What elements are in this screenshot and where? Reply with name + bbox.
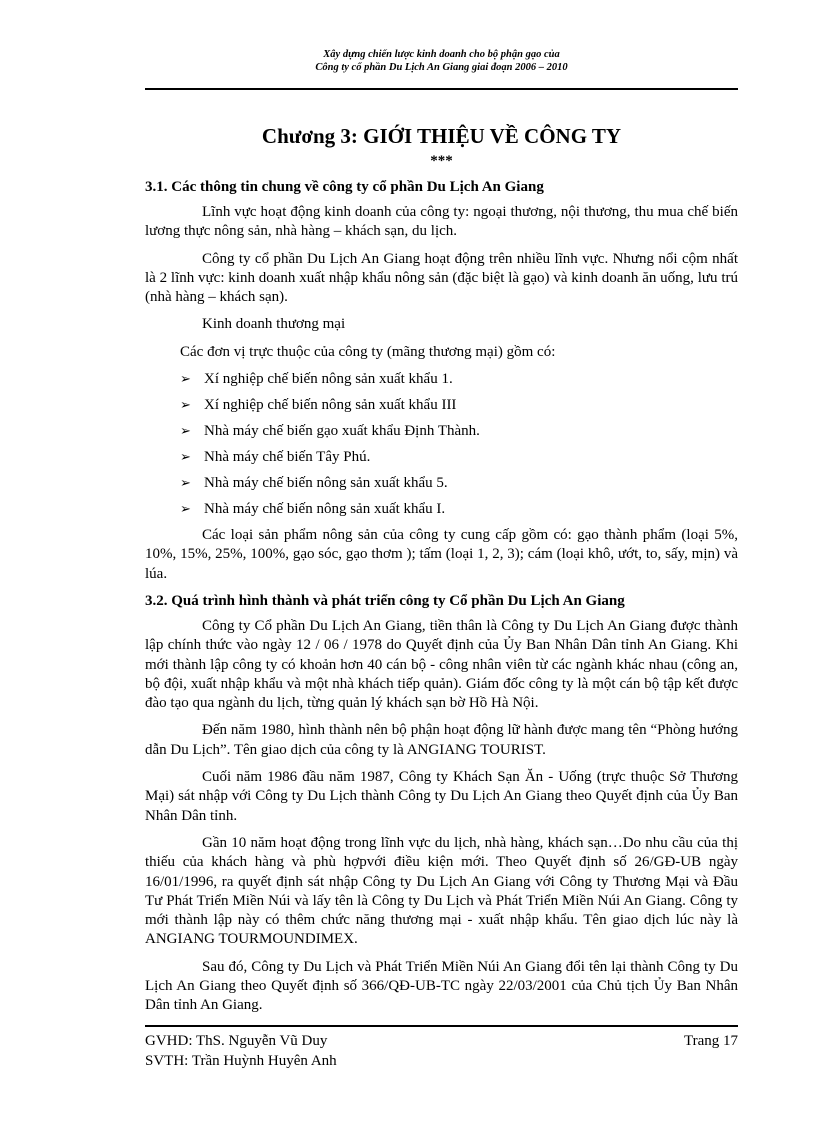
list-item [145,448,738,467]
paragraph: Kinh doanh thương mại [202,316,346,333]
list-item [145,370,738,389]
paragraph: Công ty Cổ phần Du Lịch An Giang, tiền thân là Công ty Du Lịch An Giang được thành lập chính thức vào ngày 12 / 06 / 1978 do Quyết định của Ủy Ban Nhân Dân tỉnh An Giang. Khi mới thành lập công ty có khoản hơn 40 cán bộ - công nhân viên từ các ngành khác nhau (công an, bộ đội, xuất nhập khẩu và một nhà khách tiếp quản). Giám đốc công ty là một cán bộ tập kết được đào tạo qua ngành du lịch, từng quản lý khách sạn bờ Hồ Hà Nội. [145,617,738,712]
paragraph: Đến năm 1980, hình thành nên bộ phận hoạt động lữ hành được mang tên “Phòng hướng dẫn Du Lịch”. Tên giao dịch của công ty là ANGIANG TOURIST. [145,722,738,758]
list-item-text: Nhà máy chế biến nông sản xuất khẩu 5. [204,475,448,492]
arrow-bullet-icon: ➢ [180,372,191,388]
page-body [145,122,738,1024]
header-line-1: Xây dựng chiến lược kinh doanh cho bộ phận gạo của [323,49,560,60]
page-number: Trang 17 [683,1033,738,1049]
list-item-text: Xí nghiệp chế biến nông sản xuất khẩu 1. [204,371,453,388]
running-header [145,48,738,74]
list-item-text: Nhà máy chế biến Tây Phú. [204,449,371,466]
advisor-label: GVHD: ThS. Nguyễn Vũ Duy [145,1033,328,1049]
header-line-2: Công ty cổ phần Du Lịch An Giang giai đoạn 2006 – 2010 [315,62,568,73]
arrow-bullet-icon: ➢ [180,398,191,414]
paragraph: Lĩnh vực hoạt động kinh doanh của công ty: ngoại thương, nội thương, thu mua chế biến lương thực nông sản, nhà hàng – khách sạn, du lịch. [145,204,738,240]
footer-divider [145,1025,738,1027]
header-divider [145,88,738,90]
list-item [145,474,738,493]
list-item [145,396,738,415]
running-footer [145,1031,738,1071]
list-item [145,500,738,519]
list-item-text: Nhà máy chế biến gạo xuất khẩu Định Thành. [204,423,480,440]
list-item-text: Xí nghiệp chế biến nông sản xuất khẩu III [204,397,457,414]
chapter-title: Chương 3: GIỚI THIỆU VỀ CÔNG TY [261,124,622,148]
arrow-bullet-icon: ➢ [180,476,191,492]
section-heading-3-2: 3.2. Quá trình hình thành và phát triển công ty Cổ phần Du Lịch An Giang [145,592,625,609]
paragraph: Các đơn vị trực thuộc của công ty (mãng thương mại) gồm có: [180,343,556,360]
paragraph: Sau đó, Công ty Du Lịch và Phát Triển Miền Núi An Giang đổi tên lại thành Công ty Du Lịch An Giang theo Quyết định số 366/QĐ-UB-TC ngày 22/03/2001 của Chủ tịch Ủy Ban Nhân Dân tỉnh An Giang. [145,958,738,1014]
arrow-bullet-icon: ➢ [180,424,191,440]
section-heading-3-1: 3.1. Các thông tin chung về công ty cổ phần Du Lịch An Giang [145,179,544,195]
paragraph: Gần 10 năm hoạt động trong lĩnh vực du lịch, nhà hàng, khách sạn…Do nhu cầu của thị thiếu của khách hàng và phù hợpvới điều kiện mới. Theo Quyết định số 26/GĐ-UB ngày 16/01/1996, ra quyết định sát nhập Công ty Du Lịch An Giang với Công ty Thương Mại và Đầu Tư Phát Triển Miền Núi và lấy tên là Công ty Du Lịch và Phát Triển Miền Núi An Giang. Công ty mới thành lập này có thêm chức năng thương mại - xuất nhập khẩu. Tên giao dịch lúc này là ANGIANG TOURMOUNDIMEX. [145,834,738,948]
paragraph: Công ty cổ phần Du Lịch An Giang hoạt động trên nhiều lĩnh vực. Nhưng nổi cộm nhất là 2 lĩnh vực: kinh doanh xuất nhập khẩu nông sản (đặc biệt là gạo) và kinh doanh ăn uống, lưu trú (nhà hàng – khách sạn). [145,250,738,306]
arrow-bullet-icon: ➢ [180,502,191,518]
student-label: SVTH: Trần Huỳnh Huyên Anh [145,1053,337,1069]
list-item-text: Nhà máy chế biến nông sản xuất khẩu I. [204,501,446,518]
arrow-bullet-icon: ➢ [180,450,191,466]
paragraph: Cuối năm 1986 đầu năm 1987, Công ty Khách Sạn Ăn - Uống (trực thuộc Sở Thương Mại) sát nhập với Công ty Du Lịch thành Công ty Du Lịch An Giang theo Quyết định của Ủy Ban Nhân Dân tỉnh. [145,769,738,824]
unit-list [145,370,738,519]
title-ornament: *** [430,153,453,169]
list-item [145,422,738,441]
paragraph: Các loại sản phẩm nông sản của công ty cung cấp gồm có: gạo thành phẩm (loại 5%, 10%, 15%, 25%, 100%, gạo sóc, gạo thơm ); tấm (loại 1, 2, 3); cám (loại khô, ướt, to, sấy, mịn) và lúa. [145,527,738,582]
